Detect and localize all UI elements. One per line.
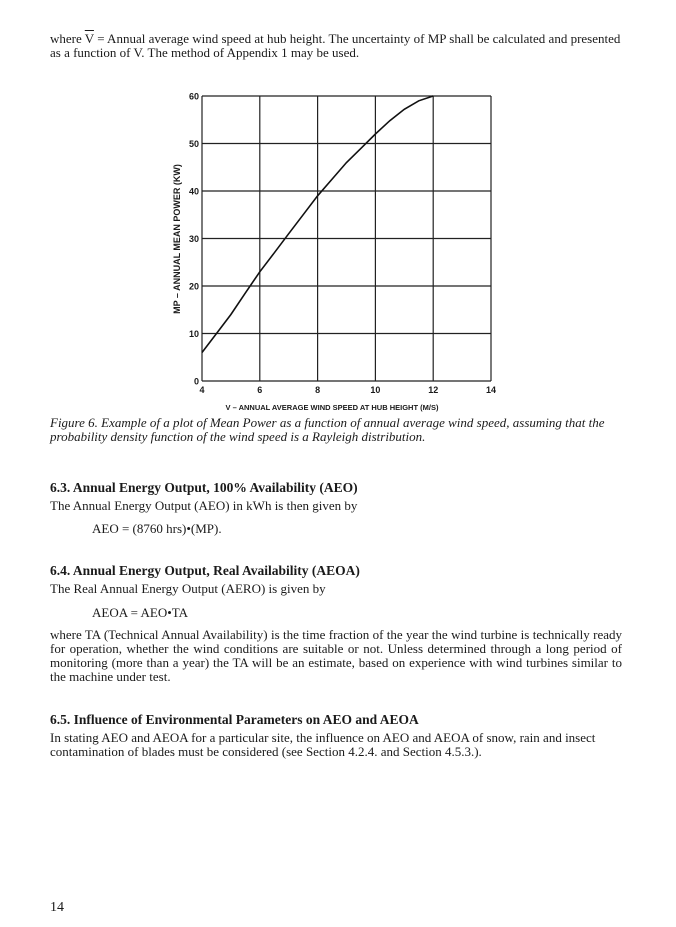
section-body-6-4-detail: where TA (Technical Annual Availability) is the time fraction of the year the wind turbine is technically ready for operation, whether the wind conditions are suitable or not. Unless determined through a long period of monitoring (more than a year) the TA will be an estimate, based on experience with wind turbines similar to the machine under test. xyxy=(50,627,622,684)
intro-text-2: = Annual average wind speed at hub height. The uncertainty of MP shall be calculated and presented as a function of xyxy=(50,31,621,60)
section-body-6-5: In stating AEO and AEOA for a particular site, the influence on AEO and AEOA of snow, rain and insect contamination of blades must be considered (see Section 4.2.4. and Section 4.5.3.). xyxy=(50,730,596,759)
x-tick-label-12: 12 xyxy=(428,385,439,395)
section-heading-6-5: 6.5. Influence of Environmental Parameters on AEO and AEOA xyxy=(50,712,419,727)
x-tick-label-10: 10 xyxy=(370,385,381,395)
equation-aeoa: AEOA = AEO•TA xyxy=(92,605,189,620)
x-axis-label: V – ANNUAL AVERAGE WIND SPEED AT HUB HEIGHT (M/S) xyxy=(225,403,439,412)
x-tick-label-14: 14 xyxy=(485,385,497,395)
v-bar-symbol: $\overline{V}$ xyxy=(84,31,94,46)
intro-paragraph xyxy=(50,32,622,60)
y-tick-label-40: 40 xyxy=(188,186,199,197)
x-tick-label-8: 8 xyxy=(315,385,321,395)
y-tick-labels xyxy=(189,92,199,387)
y-tick-label-30: 30 xyxy=(188,234,199,244)
y-tick-label-50: 50 xyxy=(188,139,199,149)
section-heading-6-4: 6.4. Annual Energy Output, Real Availability (AEOA) xyxy=(50,563,360,578)
y-tick-label-0: 0 xyxy=(193,376,199,387)
section-heading-6-3: 6.3. Annual Energy Output, 100% Availability (AEO) xyxy=(50,480,358,495)
v-symbol: V xyxy=(133,45,142,60)
y-tick-label-60: 60 xyxy=(188,91,199,102)
intro-text-3: . The method of Appendix 1 may be used. xyxy=(141,45,360,60)
x-tick-label-6: 6 xyxy=(257,385,263,395)
x-tick-label-4: 4 xyxy=(199,385,205,395)
section-body-6-4: The Real Annual Energy Output (AERO) is given by xyxy=(50,581,326,596)
intro-text-1: where xyxy=(50,31,85,46)
chart-grid xyxy=(202,96,491,381)
section-body-6-3: The Annual Energy Output (AEO) in kWh is then given by xyxy=(50,498,358,513)
y-tick-label-20: 20 xyxy=(188,281,199,292)
x-tick-labels xyxy=(199,385,496,395)
equation-aeo: AEO = (8760 hrs)•(MP). xyxy=(92,521,222,536)
mean-power-chart xyxy=(160,84,510,414)
figure-caption: Figure 6. Example of a plot of Mean Power as a function of annual average wind speed, assuming that the probability density function of the wind speed is a Rayleigh distribution. xyxy=(50,415,605,444)
page-number: 14 xyxy=(50,900,64,915)
y-axis-label: MP – ANNUAL MEAN POWER (KW) xyxy=(172,164,182,314)
y-tick-label-10: 10 xyxy=(188,329,199,339)
